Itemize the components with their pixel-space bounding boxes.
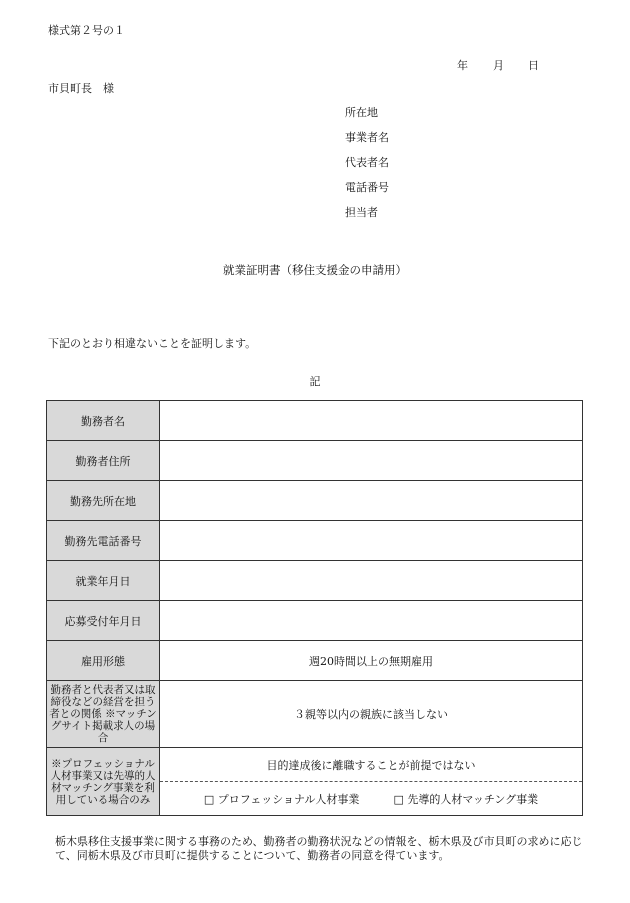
applicant-location-label: 所在地 xyxy=(345,106,378,119)
table-row xyxy=(47,481,583,521)
pro-program-value: 目的達成後に離職することが前提ではない xyxy=(160,748,583,782)
worker-name-label: 勤務者名 xyxy=(47,401,160,441)
applicant-phone-label: 電話番号 xyxy=(345,181,389,194)
certificate-table xyxy=(46,400,583,816)
table-row xyxy=(47,441,583,481)
pro-program-label: ※プロフェッショナル人材事業又は先導的人材マッチング事業を利用している場合のみ xyxy=(47,748,160,816)
table-row xyxy=(47,601,583,641)
office-phone-label: 勤務先電話番号 xyxy=(47,521,160,561)
relation-value: ３親等以内の親族に該当しない xyxy=(160,681,583,748)
employment-type-value: 週20時間以上の無期雇用 xyxy=(160,641,583,681)
table-row xyxy=(47,681,583,748)
date-year-label: 年 xyxy=(457,59,468,72)
applicant-business-name-label: 事業者名 xyxy=(345,131,389,144)
worker-address-label: 勤務者住所 xyxy=(47,441,160,481)
relation-label: 勤務者と代表者又は取締役などの経営を担う者との関係 ※マッチングサイト掲載求人の場合 xyxy=(47,681,160,748)
table-row xyxy=(47,641,583,681)
date-day-label: 日 xyxy=(528,59,539,72)
form-number: 様式第２号の１ xyxy=(48,24,125,37)
ki-heading: 記 xyxy=(309,375,321,388)
worker-address-field[interactable] xyxy=(160,441,583,481)
employment-date-label: 就業年月日 xyxy=(47,561,160,601)
office-address-label: 勤務先所在地 xyxy=(47,481,160,521)
office-address-field[interactable] xyxy=(160,481,583,521)
applicant-contact-label: 担当者 xyxy=(345,206,378,219)
leading-matching-checkbox[interactable]: □ 先導的人材マッチング事業 xyxy=(393,792,539,806)
consent-note: 栃木県移住支援事業に関する事務のため、勤務者の勤務状況などの情報を、栃木県及び市貝町の求めに応じて、同栃木県及び市貝町に提供することについて、勤務者の同意を得ています。 xyxy=(55,835,583,862)
worker-name-field[interactable] xyxy=(160,401,583,441)
application-date-label: 応募受付年月日 xyxy=(47,601,160,641)
professional-talent-checkbox[interactable]: □ プロフェッショナル人材事業 xyxy=(203,792,360,806)
office-phone-field[interactable] xyxy=(160,521,583,561)
table-row xyxy=(47,401,583,441)
table-row xyxy=(47,521,583,561)
intro-text: 下記のとおり相違ないことを証明します。 xyxy=(48,337,257,350)
applicant-representative-label: 代表者名 xyxy=(345,156,389,169)
application-date-field[interactable] xyxy=(160,601,583,641)
employment-date-field[interactable] xyxy=(160,561,583,601)
date-month-label: 月 xyxy=(493,59,504,72)
employment-type-label: 雇用形態 xyxy=(47,641,160,681)
program-options xyxy=(160,782,583,816)
table-row xyxy=(47,561,583,601)
recipient: 市貝町長 様 xyxy=(48,82,114,95)
document-title: 就業証明書（移住支援金の申請用） xyxy=(223,263,407,277)
table-row xyxy=(47,748,583,782)
